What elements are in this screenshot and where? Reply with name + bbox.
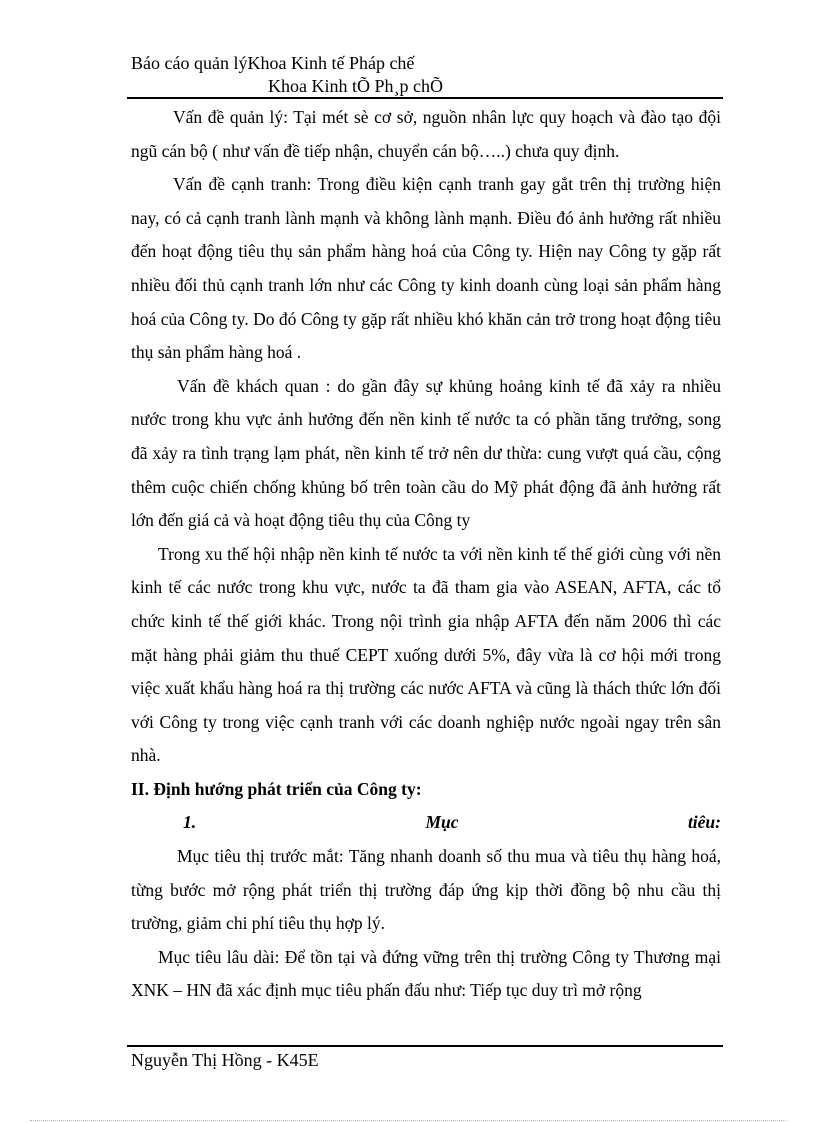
header-subtitle: Khoa Kinh tÕ Ph¸p chÕ xyxy=(268,76,443,96)
subsection-number: 1. xyxy=(183,812,197,833)
document-body xyxy=(131,101,721,1008)
header-divider xyxy=(127,97,723,99)
paragraph-long-term-goal: Mục tiêu lâu dài: Để tồn tại và đứng vững trên thị trường Công ty Thương mại XNK – HN đã xác định mục tiêu phấn đấu như: Tiếp tục duy trì mở rộng xyxy=(131,946,721,1001)
paragraph-integration-trend: Trong xu thế hội nhập nền kinh tế nước ta với nền kinh tế thế giới cùng với nền kinh tế các nước trong khu vực, nước ta đã tham gia vào ASEAN, AFTA, các tổ chức kinh tế thế giới khác. Trong nội trình gia nhập AFTA đến năm 2006 thì các mặt hàng phải giảm thu thuế CEPT xuống dưới 5%, đây vừa là cơ hội mới trong việc xuất khẩu hàng hoá ra thị trường các nước AFTA và cũng là thách thức lớn đối với Công ty trong việc cạnh tranh với các doanh nghiệp nước ngoài ngay trên sân nhà. xyxy=(131,543,721,766)
footer-divider xyxy=(127,1045,723,1047)
page-edge xyxy=(30,1120,786,1121)
paragraph-objective-issue: Vấn đề khách quan : do gần đây sự khủng hoảng kinh tế đã xảy ra nhiều nước trong khu vực ảnh hưởng đến nền kinh tế nước ta có phần tăng trưởng, song đã xảy ra tình trạng lạm phát, nền kinh tế trở nên dư thừa: cung vượt quá cầu, cộng thêm cuộc chiến chống khủng bố trên toàn cầu do Mỹ phát động đã ảnh hưởng rất lớn đến giá cả và hoạt động tiêu thụ của Công ty xyxy=(131,375,721,531)
subsection-word-1: Mục xyxy=(425,812,459,833)
subsection-word-2: tiêu: xyxy=(687,812,721,833)
header-title: Báo cáo quản lýKhoa Kinh tế Pháp chế xyxy=(131,53,415,73)
paragraph-management-issue: Vấn đề quản lý: Tại mét sè cơ sở, nguồn nhân lực quy hoạch và đào tạo đội ngũ cán bộ ( như vấn đề tiếp nhận, chuyển cán bộ…..) chưa quy định. xyxy=(131,107,721,161)
paragraph-short-term-goal: Mục tiêu thị trước mắt: Tăng nhanh doanh số thu mua và tiêu thụ hàng hoá, từng bước mở rộng phát triển thị trường đáp ứng kịp thời đồng bộ nhu cầu thị trường, giảm chi phí tiêu thụ hợp lý. xyxy=(131,846,721,934)
footer-author: Nguyễn Thị Hồng - K45E xyxy=(131,1050,319,1070)
paragraph-competition-issue: Vấn đề cạnh tranh: Trong điều kiện cạnh tranh gay gắt trên thị trường hiện nay, có cả cạnh tranh lành mạnh và không lành mạnh. Điều đó ảnh hưởng rất nhiều đến hoạt động tiêu thụ sản phẩm hàng hoá của Công ty. Hiện nay Công ty gặp rất nhiều đối thủ cạnh tranh lớn như các Công ty kinh doanh cùng loại sản phẩm hàng hoá của Công ty. Do đó Công ty gặp rất nhiều khó khăn cản trở trong hoạt động tiêu thụ sản phẩm hàng hoá . xyxy=(131,174,721,363)
section-heading: II. Định hướng phát triển của Công ty: xyxy=(131,778,422,799)
subsection-heading xyxy=(131,806,721,840)
